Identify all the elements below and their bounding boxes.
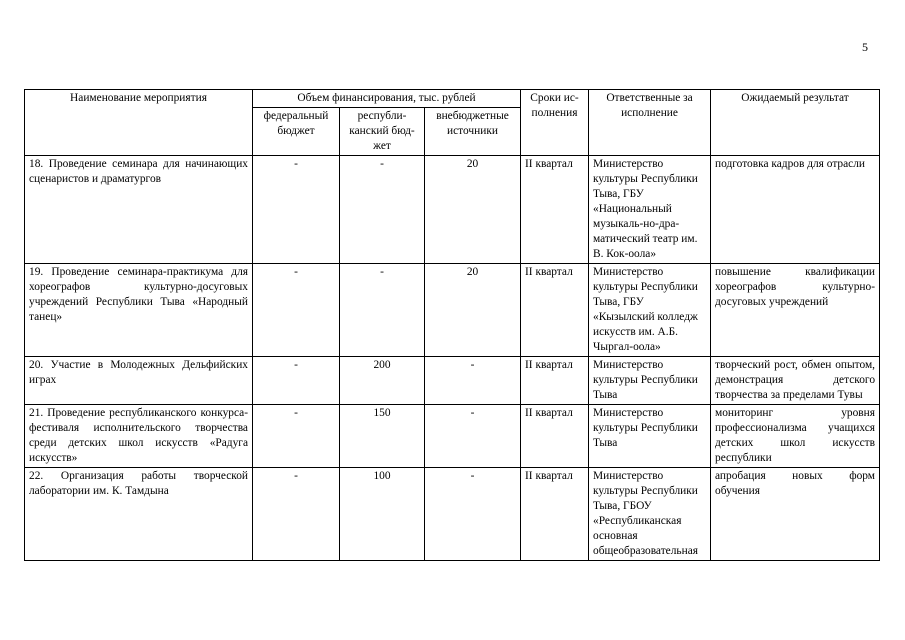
cell-result: подготовка кадров для отрасли xyxy=(711,156,880,264)
cell-result: мониторинг уровня профессионализма учащихся детских школ искусств республики xyxy=(711,405,880,468)
header-federal: федеральный бюджет xyxy=(253,108,340,156)
header-extrabudget: внебюджетные источники xyxy=(425,108,521,156)
header-responsible: Ответственные за исполнение xyxy=(589,90,711,156)
header-republic: республи-канский бюд-жет xyxy=(340,108,425,156)
cell-federal: - xyxy=(253,405,340,468)
cell-term: II квартал xyxy=(521,156,589,264)
cell-name: 20. Участие в Молодежных Дельфийских играх xyxy=(25,357,253,405)
cell-extrabudget: - xyxy=(425,357,521,405)
table-row xyxy=(25,405,880,468)
cell-term: II квартал xyxy=(521,405,589,468)
cell-name: 18. Проведение семинара для начинающих сценаристов и драматургов xyxy=(25,156,253,264)
cell-responsible: Министерство культуры Республики Тыва, ГБОУ «Республиканская основная общеобразовательная xyxy=(589,468,711,561)
cell-republic: - xyxy=(340,156,425,264)
cell-name: 21. Проведение республиканского конкурса-фестиваля исполнительского творчества среди детских школ искусств «Радуга искусств» xyxy=(25,405,253,468)
cell-term: II квартал xyxy=(521,264,589,357)
cell-federal: - xyxy=(253,357,340,405)
cell-responsible: Министерство культуры Республики Тыва xyxy=(589,405,711,468)
cell-federal: - xyxy=(253,264,340,357)
cell-result: апробация новых форм обучения xyxy=(711,468,880,561)
header-name: Наименование мероприятия xyxy=(25,90,253,156)
cell-extrabudget: 20 xyxy=(425,264,521,357)
cell-name: 22. Организация работы творческой лаборатории им. К. Тамдына xyxy=(25,468,253,561)
cell-federal: - xyxy=(253,156,340,264)
page-number: 5 xyxy=(862,40,868,54)
cell-result: творческий рост, обмен опытом, демонстрация детского творчества за пределами Тувы xyxy=(711,357,880,405)
cell-result: повышение квалификации хореографов культурно-досуговых учреждений xyxy=(711,264,880,357)
table-row xyxy=(25,264,880,357)
cell-name: 19. Проведение семинара-практикума для хореографов культурно-досуговых учреждений Республики Тыва «Народный танец» xyxy=(25,264,253,357)
events-table xyxy=(24,89,880,561)
cell-responsible: Министерство культуры Республики Тыва xyxy=(589,357,711,405)
cell-responsible: Министерство культуры Республики Тыва, ГБУ «Национальный музыкаль-но-дра-матический театр им. В. Кок-оола» xyxy=(589,156,711,264)
cell-republic: 100 xyxy=(340,468,425,561)
table-row xyxy=(25,357,880,405)
cell-extrabudget: 20 xyxy=(425,156,521,264)
header-term: Сроки ис-полнения xyxy=(521,90,589,156)
cell-extrabudget: - xyxy=(425,405,521,468)
cell-republic: 200 xyxy=(340,357,425,405)
table-row xyxy=(25,156,880,264)
cell-republic: - xyxy=(340,264,425,357)
cell-term: II квартал xyxy=(521,468,589,561)
cell-republic: 150 xyxy=(340,405,425,468)
cell-extrabudget: - xyxy=(425,468,521,561)
cell-federal: - xyxy=(253,468,340,561)
header-result: Ожидаемый результат xyxy=(711,90,880,156)
cell-term: II квартал xyxy=(521,357,589,405)
header-funding: Объем финансирования, тыс. рублей xyxy=(253,90,521,108)
table-row xyxy=(25,468,880,561)
cell-responsible: Министерство культуры Республики Тыва, ГБУ «Кызылский колледж искусств им. А.Б. Чыргал-оола» xyxy=(589,264,711,357)
header-row xyxy=(25,90,880,108)
